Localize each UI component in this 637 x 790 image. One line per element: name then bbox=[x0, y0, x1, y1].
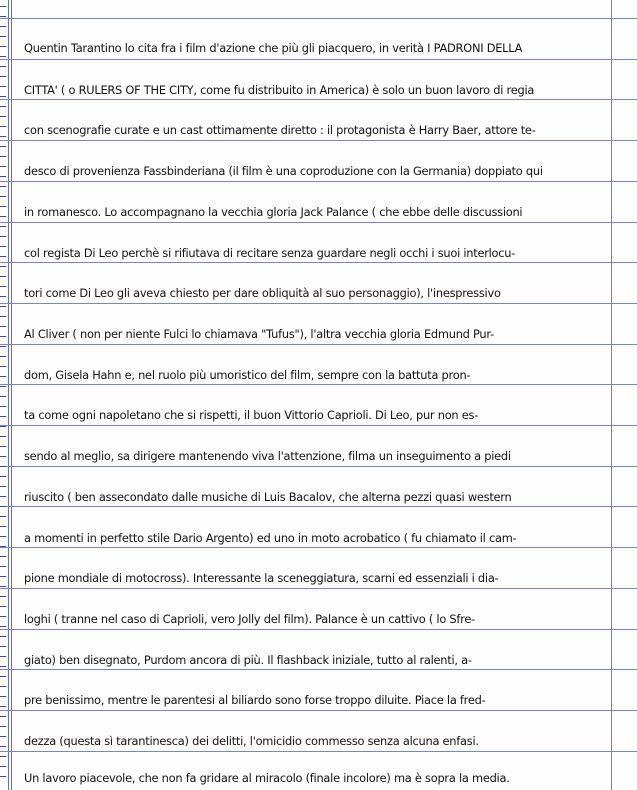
margin-tick bbox=[0, 356, 6, 357]
margin-tick bbox=[0, 746, 6, 747]
margin-tick bbox=[0, 436, 6, 437]
margin-tick bbox=[0, 776, 6, 777]
margin-tick bbox=[0, 726, 6, 727]
margin-tick bbox=[0, 296, 6, 297]
margin-tick bbox=[0, 626, 6, 627]
margin-tick bbox=[0, 276, 6, 277]
text-line: loghi ( tranne nel caso di Caprioli, vero Jolly del film). Palance è un cattivo ( lo Sfre- bbox=[24, 612, 475, 626]
margin-tick bbox=[0, 566, 6, 567]
text-line: dezza (questa sì tarantinesca) dei delitti, l'omicidio commesso senza alcuna enfasi. bbox=[24, 734, 479, 748]
margin-tick bbox=[0, 676, 6, 677]
margin-tick bbox=[0, 326, 6, 327]
margin-tick bbox=[0, 716, 6, 717]
text-line: desco di provenienza Fassbinderiana (il film è una coproduzione con la Germania) doppiato qui bbox=[24, 164, 543, 178]
margin-tick bbox=[0, 556, 6, 557]
margin-tick bbox=[0, 406, 6, 407]
margin-tick bbox=[0, 346, 6, 347]
margin-tick bbox=[0, 486, 6, 487]
margin-tick bbox=[0, 156, 6, 157]
margin-tick bbox=[0, 66, 6, 67]
margin-tick bbox=[0, 526, 6, 527]
margin-tick bbox=[0, 236, 6, 237]
margin-tick bbox=[0, 476, 6, 477]
margin-tick bbox=[0, 46, 6, 47]
margin-tick bbox=[0, 96, 6, 97]
text-line: dom, Gisela Hahn e, nel ruolo più umoristico del film, sempre con la battuta pron- bbox=[24, 368, 471, 382]
margin-tick bbox=[0, 266, 6, 267]
margin-tick bbox=[0, 226, 6, 227]
margin-tick bbox=[0, 206, 6, 207]
text-line: giato) ben disegnato, Purdom ancora di più. Il flashback iniziale, tutto al ralenti, a- bbox=[24, 653, 472, 667]
margin-rule-line bbox=[8, 0, 9, 790]
margin-tick bbox=[0, 456, 6, 457]
margin-tick bbox=[0, 86, 6, 87]
margin-tick bbox=[0, 646, 6, 647]
margin-tick bbox=[0, 496, 6, 497]
margin-tick bbox=[0, 106, 6, 107]
margin-tick bbox=[0, 196, 6, 197]
margin-tick bbox=[0, 376, 6, 377]
text-line: ta come ogni napoletano che si rispetti, il buon Vittorio Caprioli. Di Leo, pur non es- bbox=[24, 408, 479, 422]
margin-tick bbox=[0, 176, 6, 177]
right-edge-line bbox=[611, 0, 612, 790]
ruled-line bbox=[0, 18, 637, 19]
margin-tick bbox=[0, 386, 6, 387]
margin-tick bbox=[0, 246, 6, 247]
margin-tick bbox=[0, 736, 6, 737]
margin-tick bbox=[0, 256, 6, 257]
text-line: Quentin Tarantino lo cita fra i film d'azione che più gli piacquero, in verità I PADRONI DELLA bbox=[24, 41, 523, 55]
margin-tick bbox=[0, 466, 6, 467]
margin-tick bbox=[0, 116, 6, 117]
margin-tick bbox=[0, 316, 6, 317]
text-line: CITTA' ( o RULERS OF THE CITY, come fu distribuito in America) è solo un buon lavoro di regia bbox=[24, 83, 535, 97]
margin-tick bbox=[0, 706, 6, 707]
text-line: a momenti in perfetto stile Dario Argento) ed uno in moto acrobatico ( fu chiamato il cam- bbox=[24, 531, 517, 545]
text-line: col regista Di Leo perchè si rifiutava di recitare senza guardare negli occhi i suoi interlocu- bbox=[24, 246, 516, 260]
margin-tick bbox=[0, 216, 6, 217]
margin-tick bbox=[0, 536, 6, 537]
margin-tick bbox=[0, 136, 6, 137]
margin-tick bbox=[0, 126, 6, 127]
text-line: Al Cliver ( non per niente Fulci lo chiamava "Tufus"), l'altra vecchia gloria Edmund Pur- bbox=[24, 327, 494, 341]
margin-tick bbox=[0, 6, 6, 7]
margin-tick bbox=[0, 516, 6, 517]
text-line: tori come Di Leo gli aveva chiesto per dare obliquità al suo personaggio), l'inespressivo bbox=[24, 286, 501, 300]
margin-rule-line bbox=[11, 0, 12, 790]
margin-tick bbox=[0, 506, 6, 507]
text-line: con scenografie curate e un cast ottimamente diretto : il protagonista è Harry Baer, attore te- bbox=[24, 123, 536, 137]
margin-tick bbox=[0, 146, 6, 147]
margin-tick bbox=[0, 616, 6, 617]
margin-tick bbox=[0, 666, 6, 667]
margin-tick bbox=[0, 546, 6, 547]
margin-tick bbox=[0, 166, 6, 167]
margin-tick bbox=[0, 636, 6, 637]
margin-tick bbox=[0, 756, 6, 757]
margin-tick bbox=[0, 766, 6, 767]
margin-tick bbox=[0, 26, 6, 27]
margin-tick bbox=[0, 336, 6, 337]
margin-tick bbox=[0, 286, 6, 287]
margin-tick bbox=[0, 656, 6, 657]
margin-tick bbox=[0, 596, 6, 597]
margin-tick bbox=[0, 366, 6, 367]
margin-tick bbox=[0, 396, 6, 397]
text-line: pione mondiale di motocross). Interessante la sceneggiatura, scarni ed essenziali i dia- bbox=[24, 571, 499, 585]
margin-tick bbox=[0, 446, 6, 447]
margin-tick bbox=[0, 606, 6, 607]
margin-tick bbox=[0, 576, 6, 577]
margin-tick bbox=[0, 686, 6, 687]
text-line: sendo al meglio, sa dirigere mantenendo viva l'attenzione, filma un inseguimento a piedi bbox=[24, 449, 511, 463]
margin-tick bbox=[0, 76, 6, 77]
text-line: riuscito ( ben assecondato dalle musiche di Luis Bacalov, che alterna pezzi quasi western bbox=[24, 490, 512, 504]
margin-tick bbox=[0, 696, 6, 697]
text-line: Un lavoro piacevole, che non fa gridare al miracolo (finale incolore) ma è sopra la media. bbox=[24, 771, 510, 785]
margin-tick bbox=[0, 306, 6, 307]
text-line: in romanesco. Lo accompagnano la vecchia gloria Jack Palance ( che ebbe delle discussioni bbox=[24, 205, 523, 219]
margin-tick bbox=[0, 16, 6, 17]
margin-tick bbox=[0, 36, 6, 37]
margin-tick bbox=[0, 426, 6, 427]
margin-tick bbox=[0, 586, 6, 587]
text-line: pre benissimo, mentre le parentesi al biliardo sono forse troppo diluite. Piace la fred- bbox=[24, 693, 486, 707]
margin-tick bbox=[0, 186, 6, 187]
margin-tick bbox=[0, 416, 6, 417]
margin-tick bbox=[0, 56, 6, 57]
